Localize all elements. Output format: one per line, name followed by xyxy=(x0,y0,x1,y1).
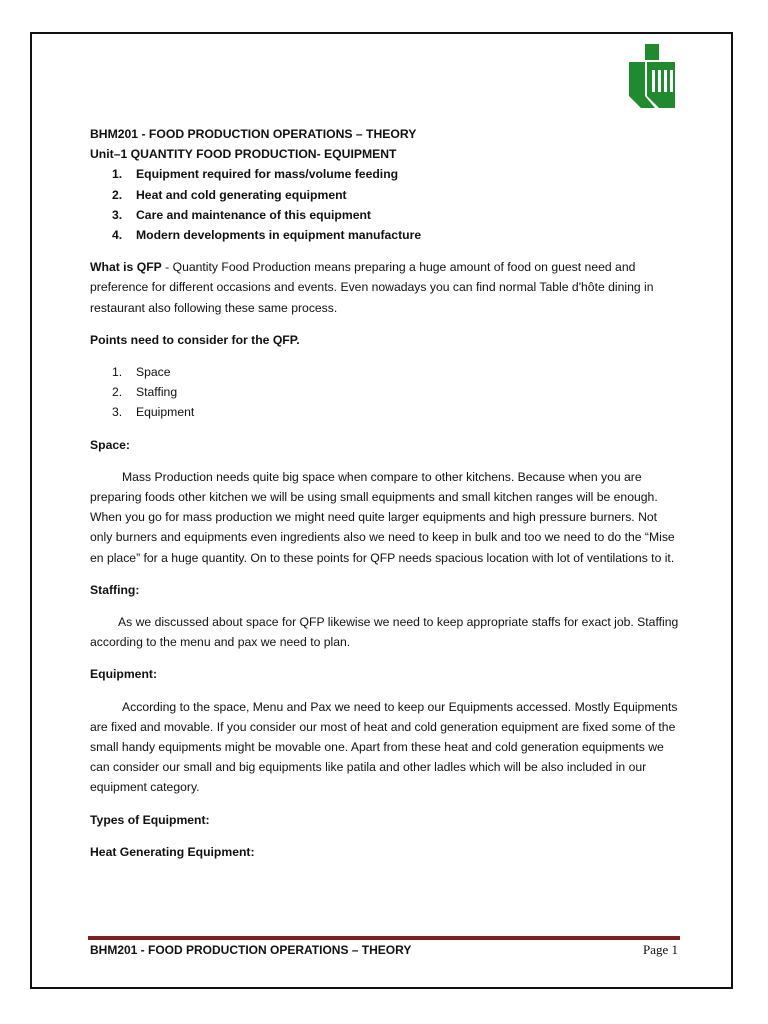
heat-heading: Heat Generating Equipment: xyxy=(90,844,255,859)
document-body xyxy=(90,124,682,862)
equipment-heading: Equipment: xyxy=(90,667,158,682)
qfp-text: - Quantity Food Production means preparing a huge amount of food on guest need and preference for different occasions and events. Even nowadays you can find normal Table d'hôte dining in restaurant also following these same process. xyxy=(90,260,654,315)
list-item: 2. Heat and cold generating equipment xyxy=(112,187,347,202)
points-list xyxy=(90,362,682,423)
staffing-paragraph: As we discussed about space for QFP likewise we need to keep appropriate staffs for exact job. Staffing according to the menu and pax we need to plan. xyxy=(90,615,679,650)
list-item: 1. Equipment required for mass/volume feeding xyxy=(112,167,399,182)
list-item: 1. Space xyxy=(112,365,171,380)
page-number: Page 1 xyxy=(642,942,678,957)
staffing-heading: Staffing: xyxy=(90,582,140,597)
equipment-paragraph: According to the space, Menu and Pax we need to keep our Equipments accessed. Mostly Equipments are fixed and movable. If you consider our most of heat and cold generation equipment are fixed some of the small handy equipments might be movable one. Apart from these heat and cold generation equipments we can consider our small and big equipments like patila and other ladles which will be also included in our equipment category. xyxy=(90,699,678,795)
list-item: 2. Staffing xyxy=(112,385,178,400)
unit-title: Unit–1 QUANTITY FOOD PRODUCTION- EQUIPMENT xyxy=(90,147,397,162)
topic-list xyxy=(90,164,682,245)
qfp-paragraph xyxy=(90,257,682,318)
points-heading: Points need to consider for the QFP. xyxy=(90,332,300,347)
qfp-label: What is QFP xyxy=(90,260,162,275)
document-title: BHM201 - FOOD PRODUCTION OPERATIONS – THEORY xyxy=(90,127,417,141)
list-item: 3. Equipment xyxy=(112,405,195,420)
space-paragraph: Mass Production needs quite big space when compare to other kitchens. Because when you are preparing foods other kitchen we will be using small equipments and small kitchen ranges will be enough. When you go for mass production we might need quite larger equipments and high pressure burners. Not only burners and equipments even ingredients also we need to keep in bulk and too we need to do the “Mise en place” for a huge quantity. On to these points for QFP needs spacious location with lot of ventilations to it. xyxy=(90,469,675,565)
types-heading: Types of Equipment: xyxy=(90,812,210,827)
list-item: 3. Care and maintenance of this equipment xyxy=(112,207,371,222)
space-heading: Space: xyxy=(90,437,130,452)
footer-rule xyxy=(88,936,680,940)
footer-title: BHM201 - FOOD PRODUCTION OPERATIONS – THEORY xyxy=(90,943,412,957)
institution-logo xyxy=(625,44,681,112)
list-item: 4. Modern developments in equipment manufacture xyxy=(112,228,422,243)
